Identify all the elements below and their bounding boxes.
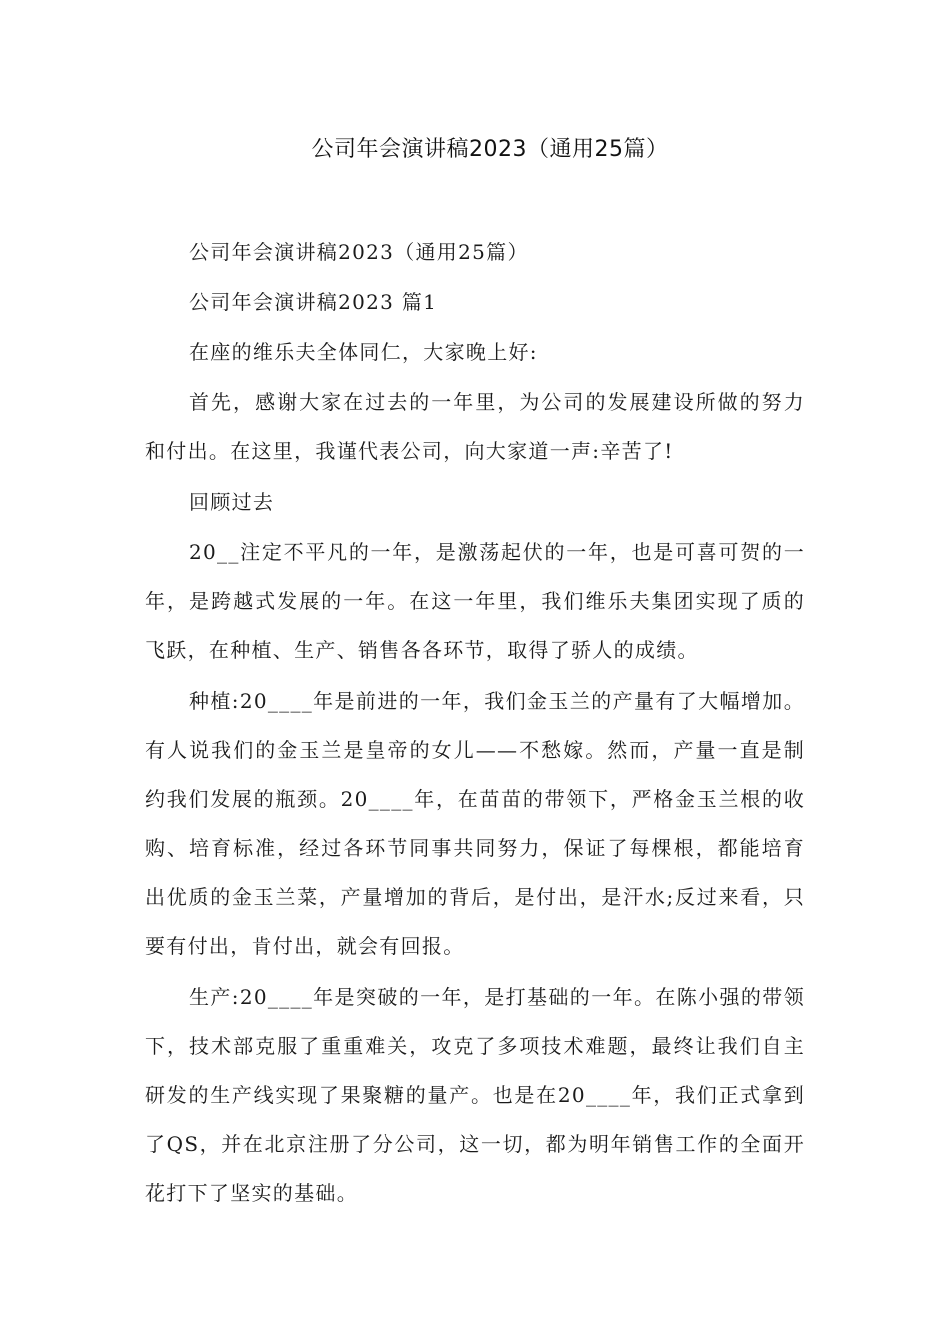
paragraph-greeting: 在座的维乐夫全体同仁，大家晚上好: [189, 340, 538, 364]
paragraph-year-summary: 20__注定不平凡的一年，是激荡起伏的一年，也是可喜可贺的一年，是跨越式发展的一年。在这一年里，我们维乐夫集团实现了质的飞跃，在种植、生产、销售各各环节，取得了骄人的成绩。 [145, 540, 805, 662]
paragraph-production: 生产:20____年是突破的一年，是打基础的一年。在陈小强的带领下，技术部克服了重重难关，攻克了多项技术难题，最终让我们自主研发的生产线实现了果聚糖的量产。也是在20____年，我们正式拿到了QS，并在北京注册了分公司，这一切，都为明年销售工作的全面开花打下了坚实的基础。 [145, 985, 805, 1205]
paragraph-review-heading: 回顾过去 [189, 490, 275, 514]
paragraph-section-heading: 公司年会演讲稿2023 篇1 [189, 290, 438, 314]
paragraph-planting: 种植:20____年是前进的一年，我们金玉兰的产量有了大幅增加。有人说我们的金玉兰是皇帝的女儿——不愁嫁。然而，产量一直是制约我们发展的瓶颈。20____年，在苗苗的带领下，严格金玉兰根的收购、培育标准，经过各环节同事共同努力，保证了每棵根，都能培育出优质的金玉兰菜，产量增加的背后，是付出，是汗水;反过来看，只要有付出，肯付出，就会有回报。 [145, 689, 805, 958]
document-body [145, 228, 805, 1220]
paragraph-thanks: 首先，感谢大家在过去的一年里，为公司的发展建设所做的努力和付出。在这里，我谨代表公司，向大家道一声:辛苦了! [145, 390, 805, 463]
document-title: 公司年会演讲稿2023（通用25篇） [311, 137, 669, 162]
paragraph-subtitle: 公司年会演讲稿2023（通用25篇） [189, 240, 529, 264]
